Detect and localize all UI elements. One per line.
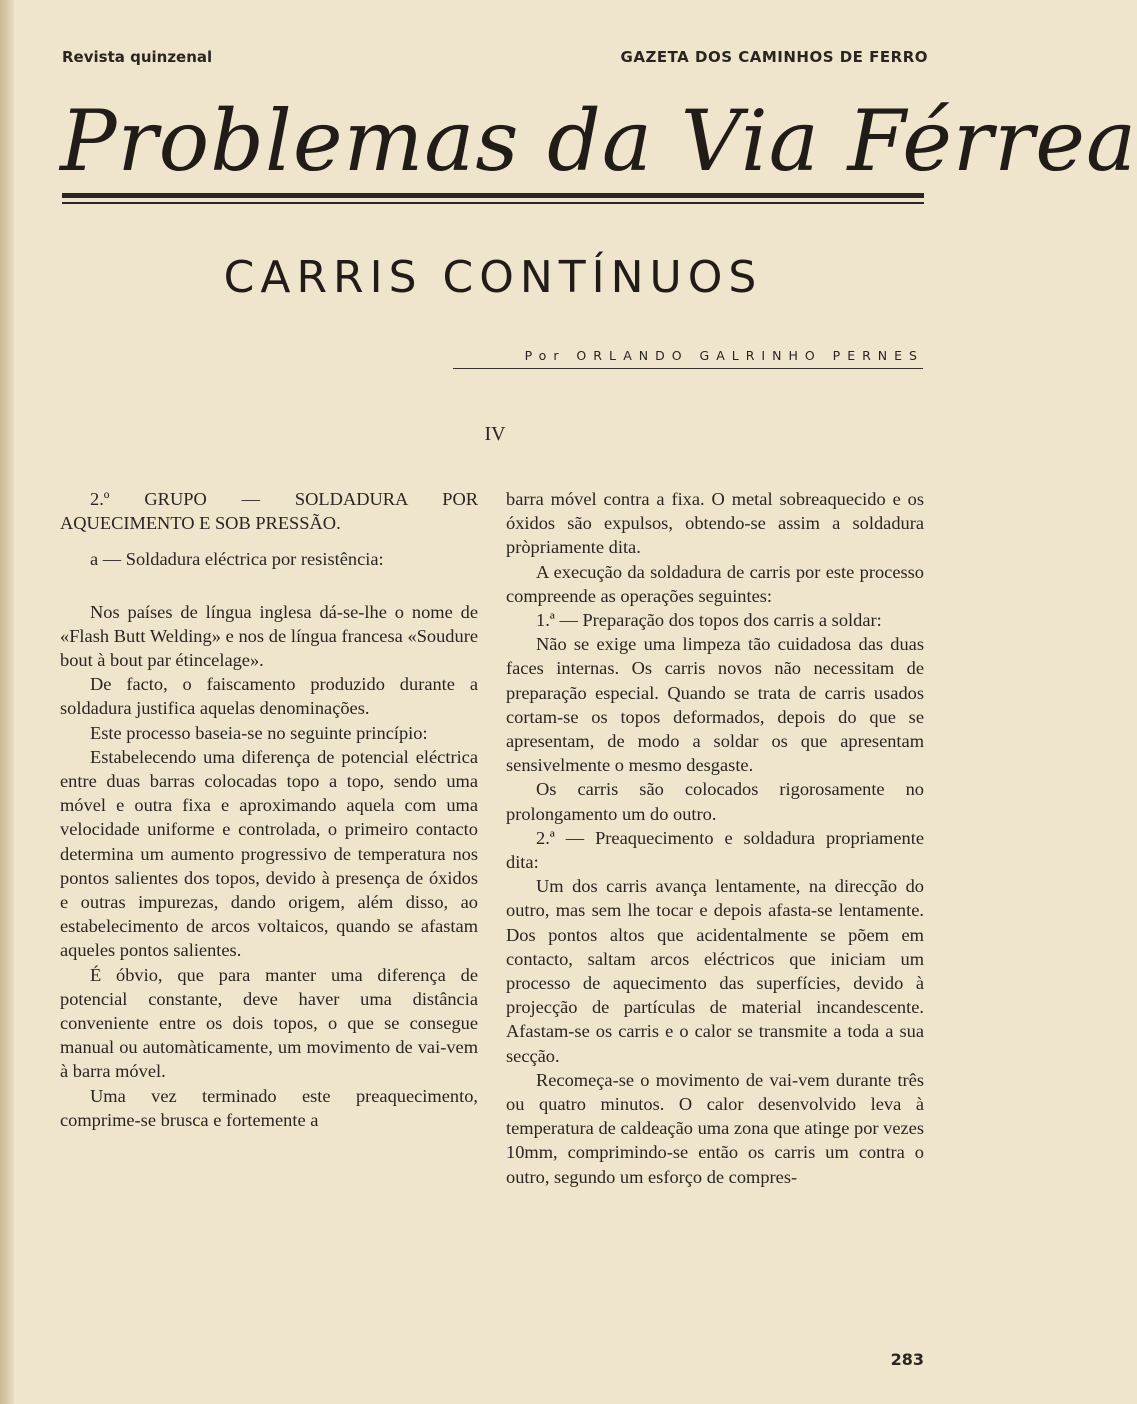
paragraph: 2.ª — Preaquecimento e soldadura propriamente dita: bbox=[506, 827, 924, 873]
running-header-right: GAZETA DOS CAMINHOS DE FERRO bbox=[620, 48, 928, 66]
paragraph: Os carris são colocados rigorosamente no prolongamento um do outro. bbox=[506, 779, 924, 824]
part-number: IV bbox=[484, 423, 506, 445]
paragraph: Nos países de língua inglesa dá-se-lhe o nome de «Flash Butt Welding» e nos de língua francesa «Soudure bout à bout par étincelage». bbox=[60, 601, 478, 671]
paragraph: Este processo baseia-se no seguinte princípio: bbox=[90, 722, 428, 743]
paragraph: De facto, o faiscamento produzido durante a soldadura justifica aquelas denominações. bbox=[60, 674, 478, 719]
paragraph: A execução da soldadura de carris por este processo compreende as operações seguintes: bbox=[506, 561, 924, 606]
paragraph: barra móvel contra a fixa. O metal sobreaquecido e os óxidos são expulsos, obtendo-se assim a soldadura pròpriamente dita. bbox=[506, 489, 924, 558]
byline: Por ORLANDO GALRINHO PERNES bbox=[524, 348, 924, 363]
page-edge bbox=[0, 0, 14, 1404]
paragraph: a — Soldadura eléctrica por resistência: bbox=[90, 549, 384, 570]
paragraph: Uma vez terminado este preaquecimento, comprime-se brusca e fortemente a bbox=[60, 1085, 478, 1130]
paragraph: 2.º GRUPO — SOLDADURA POR AQUECIMENTO E SOB PRESSÃO. bbox=[60, 489, 478, 534]
paragraph: Não se exige uma limpeza tão cuidadosa das duas faces internas. Os carris novos não necessitam de preparação especial. Quando se trata de carris usados cortam-se os topos deformados, depois do que se apresentam, de modo a soldar os que apresentam sensivelmente o mesmo desgaste. bbox=[506, 634, 924, 776]
paragraph: Recomeça-se o movimento de vai-vem durante três ou quatro minutos. O calor desenvolvido leva à temperatura de caldeação uma zona que atinge por vezes 10mm, comprimindo-se então os carris um contra o outro, segundo um esforço de compres- bbox=[506, 1069, 924, 1187]
title-rule-thick bbox=[62, 193, 924, 198]
paragraph: Estabelecendo uma diferença de potencial eléctrica entre duas barras colocadas topo a topo, sendo uma móvel e outra fixa e aproximando aquela com uma velocidade uniforme e controlada, o primeiro contacto determina um aumento progressivo de temperatura nos pontos salientes dos topos, devido à presença de óxidos e outras impurezas, dando origem, além disso, ao estabelecimento de arcos voltaicos, quando se afastam aqueles pontos salientes. bbox=[60, 746, 478, 961]
running-header-left: Revista quinzenal bbox=[62, 48, 213, 66]
paragraph: Um dos carris avança lentamente, na direcção do outro, mas sem lhe tocar e depois afasta-se lentamente. Dos pontos altos que acidentalmente se põem em contacto, saltam arcos eléctricos que iniciam um processo de aquecimento das superfícies, devido à projecção de partículas de material incandescente. Afastam-se os carris e o calor se transmite a toda a sua secção. bbox=[506, 876, 924, 1066]
byline-rule bbox=[453, 368, 923, 369]
title-rule-thin bbox=[62, 202, 924, 204]
left-column bbox=[60, 487, 478, 1132]
right-column bbox=[506, 487, 924, 1189]
paragraph: É óbvio, que para manter uma diferença de potencial constante, deve haver uma distância conveniente entre os dois topos, o que se consegue manual ou automàticamente, um movimento de vai-vem à barra móvel. bbox=[60, 964, 478, 1082]
paragraph: 1.ª — Preparação dos topos dos carris a soldar: bbox=[536, 610, 882, 631]
section-title: Problemas da Via Férrea bbox=[60, 92, 1137, 190]
article-title: CARRIS CONTÍNUOS bbox=[223, 252, 763, 303]
page-number: 283 bbox=[890, 1350, 924, 1369]
